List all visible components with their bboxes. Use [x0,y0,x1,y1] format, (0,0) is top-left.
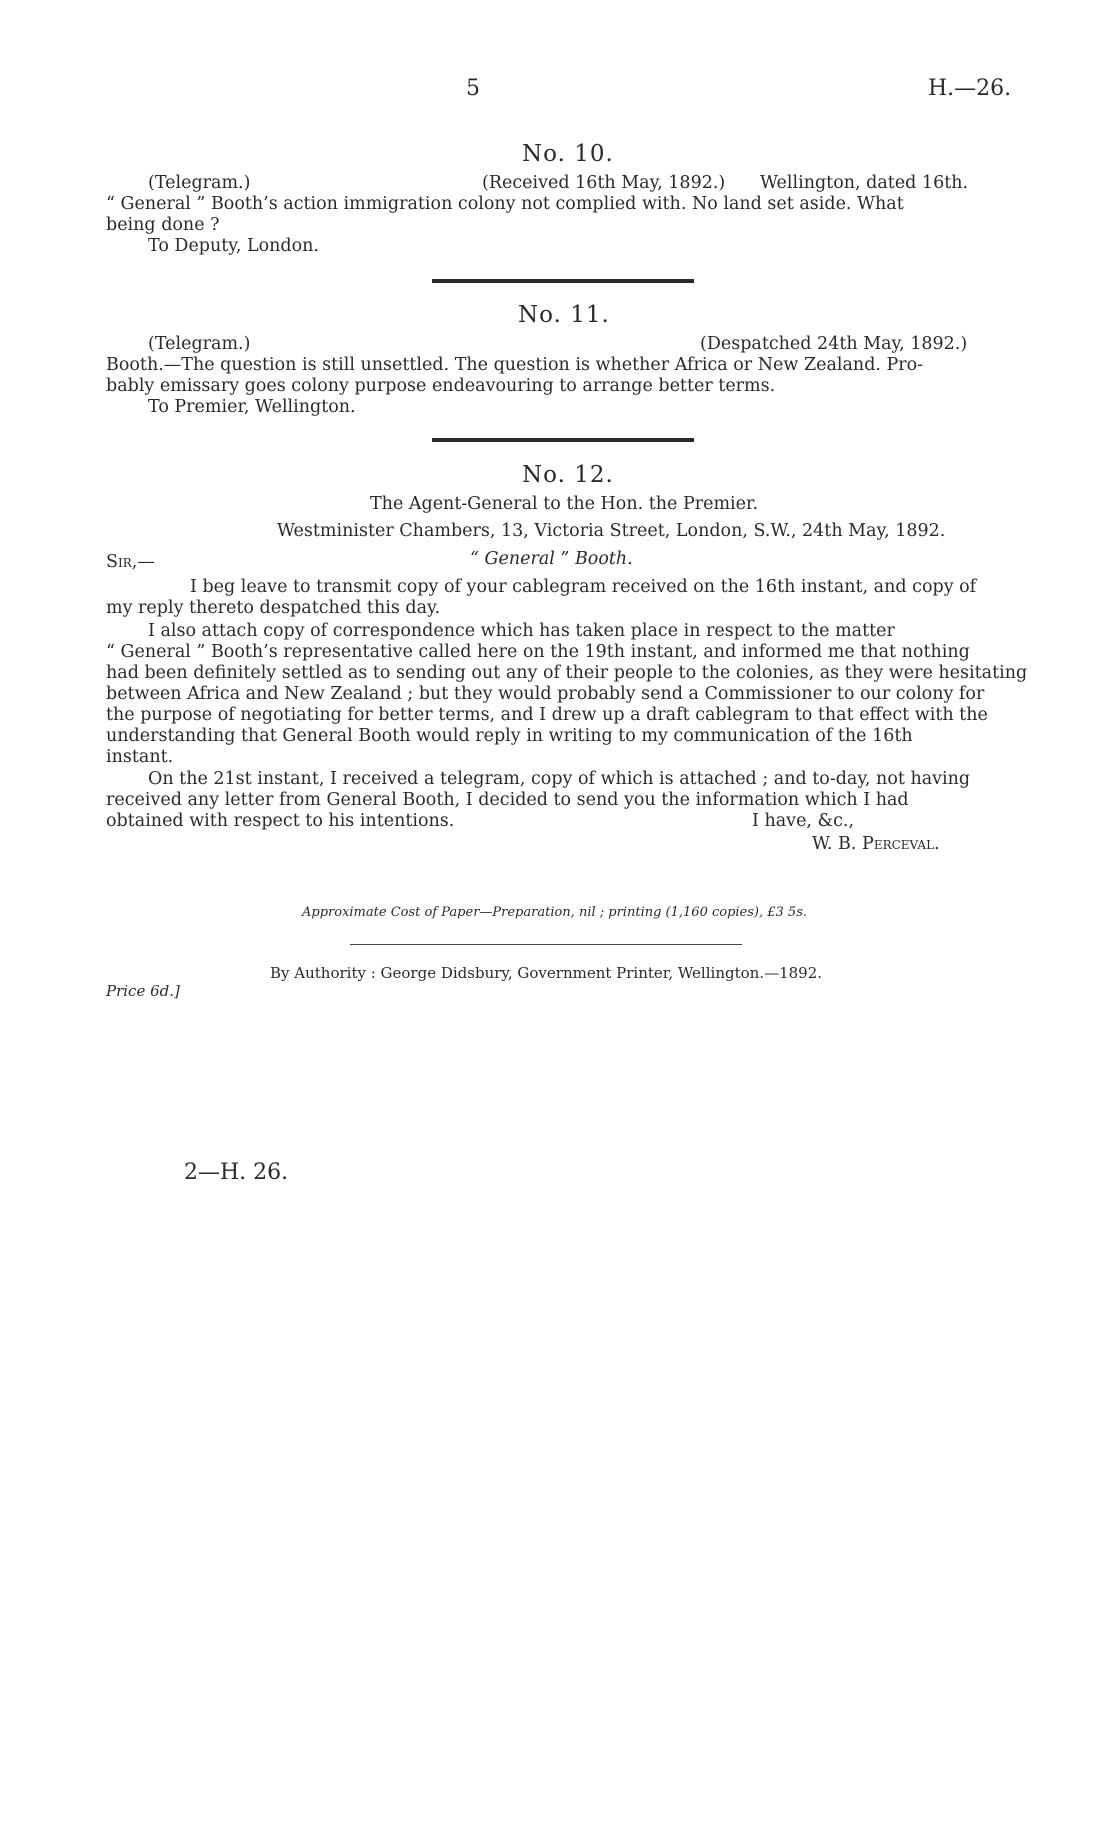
footer-rule [350,944,742,945]
letter-title: The Agent-General to the Hon. the Premier. [370,494,759,514]
paragraph-line: had been definitely settled as to sending out any of their people to the colonies, as they were hesitating [106,663,1028,683]
paragraph-line: On the 21st instant, I received a telegram, copy of which is attached ; and to-day, not having [148,769,971,789]
origin-place: Wellington, dated 16th. [760,173,969,193]
telegram-text-line: “ General ” Booth’s action immigration colony not complied with. No land set aside. What [106,194,904,214]
signature: W. B. Perceval. [812,834,940,854]
paragraph-line: I also attach copy of correspondence which has taken place in respect to the matter [148,621,895,641]
section-divider [432,279,694,283]
paragraph-line: understanding that General Booth would reply in writing to my communication of the 16th [106,726,913,746]
printer-authority: By Authority : George Didsbury, Government Printer, Wellington.—1892. [270,964,823,982]
section-heading-no12: No. 12. [522,462,614,488]
addressee: To Premier, Wellington. [148,397,356,417]
salutation: Sir,— [106,552,155,572]
telegram-text-line: being done ? [106,215,220,235]
paragraph-line: between Africa and New Zealand ; but they would probably send a Commissioner to our colony for [106,684,985,704]
telegram-label: (Telegram.) [148,173,251,193]
paragraph-line: instant. [106,747,174,767]
addressee: To Deputy, London. [148,236,319,256]
closing: I have, &c., [752,811,855,831]
document-reference: H.—26. [928,76,1012,101]
letter-subject: “ General ” Booth. [470,549,633,569]
despatched-date: (Despatched 24th May, 1892.) [700,334,968,354]
paragraph-line: my reply thereto despatched this day. [106,598,441,618]
letter-address: Westminister Chambers, 13, Victoria Street, London, S.W., 24th May, 1892. [277,521,946,541]
price: Price 6d.] [106,982,180,1000]
section-heading-no11: No. 11. [518,302,610,328]
signature-mark: 2—H. 26. [184,1160,289,1185]
paragraph-line: “ General ” Booth’s representative called here on the 19th instant, and informed me that nothing [106,642,970,662]
section-heading-no10: No. 10. [522,141,614,167]
paragraph-line: received any letter from General Booth, I decided to send you the information which I had [106,790,909,810]
telegram-label: (Telegram.) [148,334,251,354]
received-date: (Received 16th May, 1892.) [482,173,726,193]
cost-note: Approximate Cost of Paper—Preparation, nil ; printing (1,160 copies), £3 5s. [302,905,808,920]
section-divider [432,438,694,442]
page-number: 5 [466,76,480,101]
telegram-text-line: bably emissary goes colony purpose endeavouring to arrange better terms. [106,376,776,396]
paragraph-line: I beg leave to transmit copy of your cablegram received on the 16th instant, and copy of [190,577,977,597]
paragraph-line: obtained with respect to his intentions. [106,811,455,831]
telegram-text-line: Booth.—The question is still unsettled. The question is whether Africa or New Zealand. Pro- [106,355,924,375]
paragraph-line: the purpose of negotiating for better terms, and I drew up a draft cablegram to that effect with the [106,705,988,725]
